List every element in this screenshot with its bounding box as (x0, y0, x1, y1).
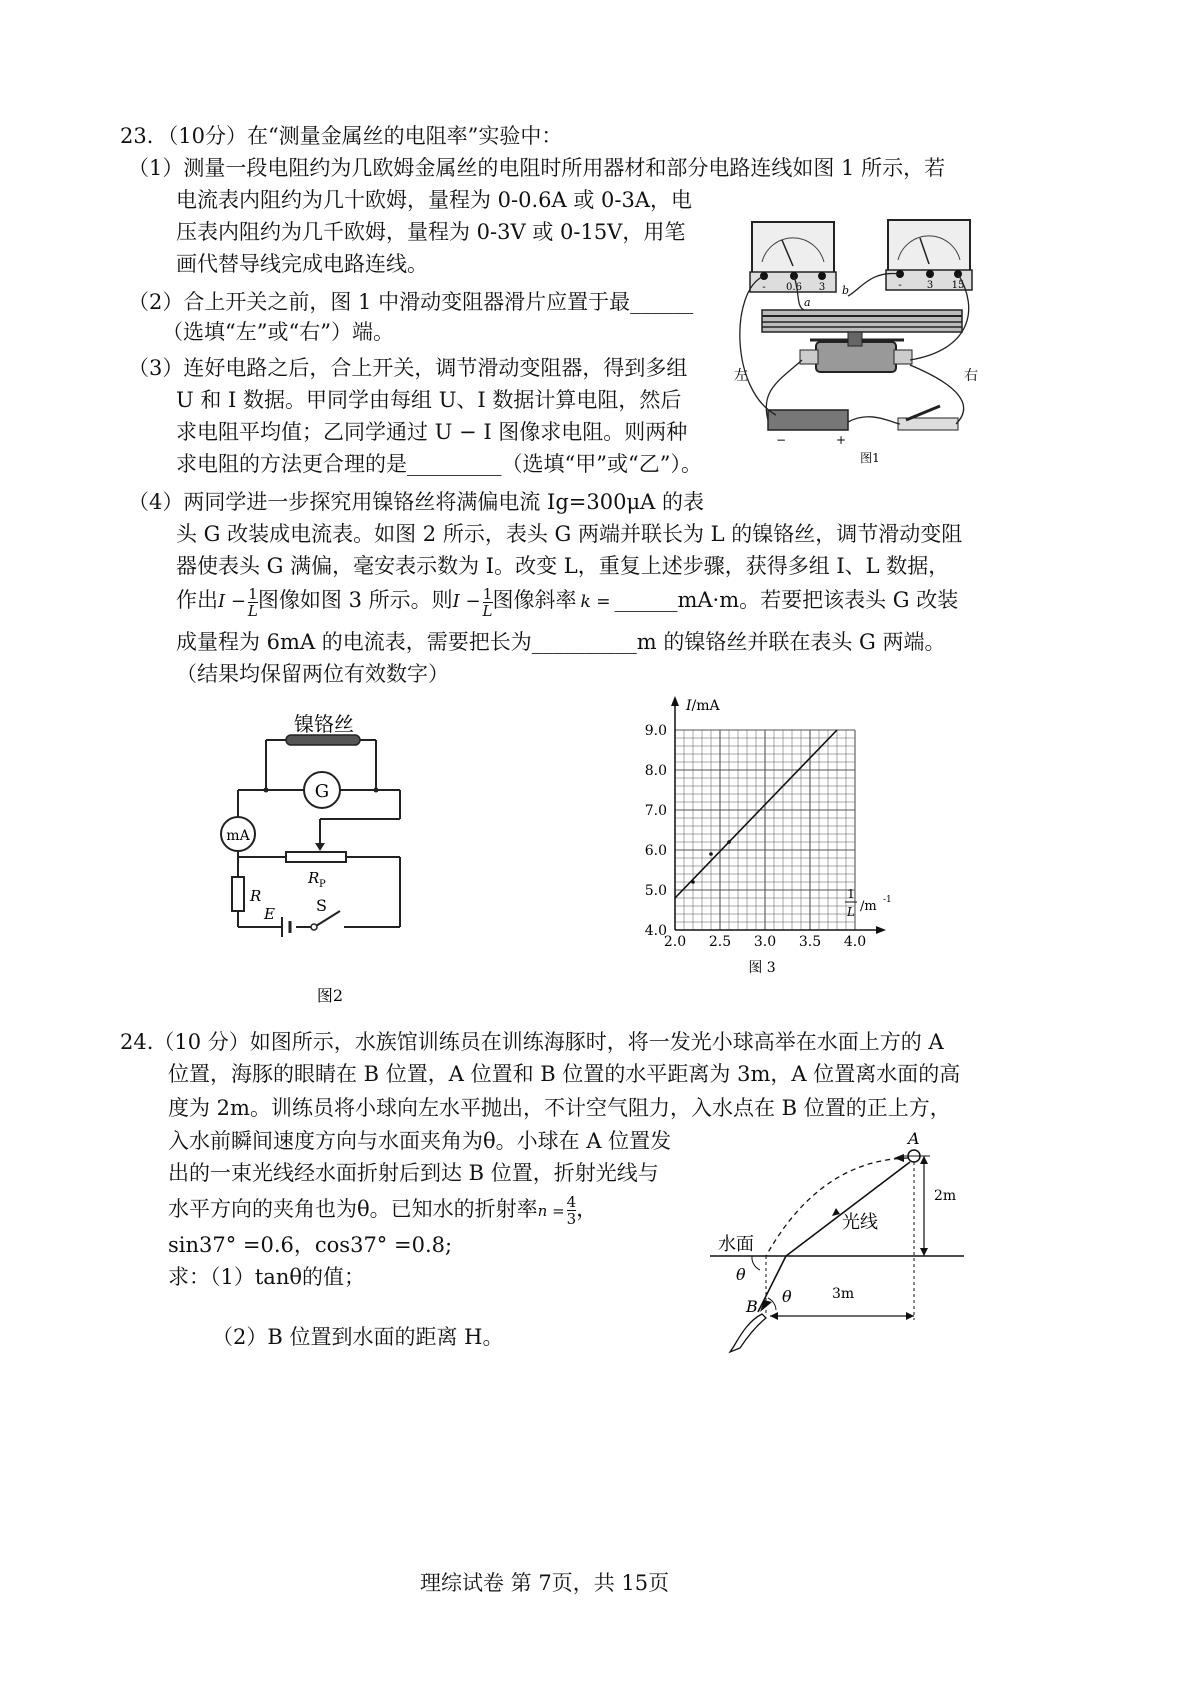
label-2m: 2m (934, 1188, 957, 1204)
q23-frac2: I − $\frac{1}{L}$ (452, 584, 493, 620)
y-tick-label: 4.0 (644, 923, 667, 939)
q23-part3-line1: （3）连好电路之后，合上开关，调节滑动变阻器，得到多组 (128, 356, 688, 380)
label-light: 光线 (842, 1212, 878, 1233)
q24-line9: （2）B 位置到水面的距离 H。 (212, 1325, 504, 1349)
arrowhead (920, 1248, 928, 1256)
y-tick-label: 8.0 (644, 763, 667, 779)
ammeter-tick-3: 3 (818, 282, 826, 293)
rheostat-icon (286, 852, 346, 862)
x-axis-frac-num: 1 (847, 887, 855, 901)
battery-plus: + (836, 433, 847, 447)
label-3m: 3m (832, 1286, 855, 1302)
x-axis-frac-den: L (847, 905, 855, 919)
figure-24-dolphin (690, 1120, 980, 1360)
ammeter-terminal (818, 272, 826, 280)
y-axis-unit: /mA (691, 698, 720, 714)
q23-text-image3: 图像如图 3 所示。则 (257, 588, 453, 612)
q23-k-symbol: k = (580, 592, 611, 612)
label-right: 右 (964, 368, 978, 384)
voltmeter-terminal (926, 270, 934, 278)
water-surface-label: 水面 (718, 1234, 754, 1255)
nichrome-wire-icon (286, 735, 360, 745)
x-tick-label: 3.0 (753, 934, 777, 950)
q23-part2-line1: （2）合上开关之前，图 1 中滑动变阻器滑片应置于最______ (128, 290, 694, 314)
rheostat-subscript: P (319, 879, 326, 890)
nichrome-label: 镍铬丝 (294, 712, 354, 736)
rheostat-label: R (308, 869, 320, 887)
q23-part1-line4: 画代替导线完成电路连线。 (176, 252, 428, 276)
q23-text-slope: 图像斜率 (492, 588, 577, 612)
resistor-icon (232, 877, 244, 911)
galvanometer-label: G (314, 781, 330, 802)
q23-part2-line2: （选填“左”或“右”）端。 (162, 320, 394, 344)
wire (848, 417, 900, 424)
q23-part1-line3: 压表内阻约为几千欧姆，量程为 0-3V 或 0-15V，用笔 (176, 220, 686, 244)
label-b: b (842, 284, 850, 297)
q24-fraction-num: 4 (566, 1193, 577, 1211)
theta-label-2: θ (782, 1287, 792, 1306)
q23-part4-line3: 器使表头 G 满偏，毫安表示数为 I。改变 L，重复上述步骤，获得多组 I、L 数据， (176, 554, 950, 578)
battery-minus: − (776, 433, 787, 447)
ammeter-body (752, 222, 834, 274)
voltmeter-tick-minus: - (898, 280, 902, 291)
q23-part4-line5: 成量程为 6mA 的电流表，需要把长为__________m 的镍铬丝并联在表头 G 两端。 (176, 630, 946, 654)
q24-line6 (168, 1194, 597, 1227)
q23-part4-line6: （结果均保留两位有效数字） (176, 662, 449, 686)
label-a: a (804, 296, 811, 309)
q23-frac1: I − $\frac{1}{L}$ (218, 584, 258, 620)
switch-label: S (316, 896, 327, 915)
q23-part1-line1: （1）测量一段电阻约为几欧姆金属丝的电阻时所用器材和部分电路连线如图 1 所示，若 (128, 156, 946, 180)
x-tick-label: 2.0 (663, 934, 687, 950)
data-point (691, 880, 695, 884)
graph-grid (675, 730, 855, 930)
junction-dot (264, 788, 269, 793)
label-left: 左 (734, 368, 748, 384)
x-tick-label: 4.0 (843, 934, 867, 950)
label-B: B (746, 1297, 758, 1316)
figure-2-circuit (220, 705, 420, 1015)
y-tick-label: 7.0 (644, 803, 667, 819)
y-tick-label: 5.0 (644, 883, 667, 899)
data-point (709, 852, 713, 856)
q24-line6-text: 水平方向的夹角也为θ。已知水的折射率 (168, 1197, 538, 1221)
q24-line3: 度为 2m。训练员将小球向左水平抛出，不计空气阻力，入水点在 B 位置的正上方， (168, 1096, 951, 1120)
ammeter-tick-06: 0.6 (786, 282, 802, 293)
battery-pack (768, 410, 848, 430)
junction-dot (374, 788, 379, 793)
q23-text-unit: ______mA·m。若要把该表头 G 改装 (614, 588, 959, 612)
y-axis-arrow (671, 696, 679, 706)
trajectory-dashed (766, 1158, 908, 1256)
figure-3-caption: 图 3 (748, 960, 776, 976)
page-footer: 理综试卷 第 7页，共 15页 (420, 1571, 670, 1595)
slider-arrow-head (315, 843, 325, 851)
q24-line6-tail: ， (576, 1197, 598, 1221)
y-tick-label: 6.0 (644, 843, 667, 859)
wire (740, 276, 776, 415)
arrowhead (832, 1208, 840, 1216)
q23-part4-line2: 头 G 改装成电流表。如图 2 所示，表头 G 两端并联长为 L 的镍铬丝，调节滑动变阻 (176, 522, 963, 546)
q23-part3-line4: 求电阻的方法更合理的是_________（选填“甲”或“乙”）。 (176, 452, 702, 476)
x-axis-unit-exp: -1 (883, 895, 892, 905)
rheostat-end (800, 350, 818, 364)
q23-part3-line3: 求电阻平均值；乙同学通过 U − I 图像求电阻。则两种 (176, 420, 688, 444)
q24-line7: sin37° =0.6，cos37° =0.8; (168, 1233, 453, 1257)
q24-line2: 位置，海豚的眼睛在 B 位置，A 位置和 B 位置的水平距离为 3m，A 位置离水面的高 (168, 1062, 961, 1086)
q23-text-zuochu: 作出 (176, 588, 218, 612)
ammeter-tick-minus: - (762, 282, 766, 293)
x-tick-label: 2.5 (708, 934, 732, 950)
q24-header: 24.（10 分）如图所示，水族馆训练员在训练海豚时，将一发光小球高举在水面上方的 A (120, 1030, 944, 1054)
q24-fraction-den: 3 (566, 1210, 577, 1228)
figure-1-apparatus (720, 210, 990, 480)
q24-fraction (567, 1194, 577, 1227)
label-A: A (908, 1129, 920, 1148)
resistor-label: R (250, 887, 262, 905)
arrowhead (894, 1154, 904, 1162)
wire-board (762, 310, 962, 332)
arrowhead (920, 1156, 928, 1164)
voltmeter-body (888, 220, 970, 272)
q24-line8: 求：（1）tanθ的值； (168, 1265, 365, 1289)
data-point (727, 840, 731, 844)
figure-1-caption: 图1 (860, 451, 880, 465)
voltmeter-tick-3: 3 (926, 280, 934, 291)
milliammeter-label: mA (226, 828, 250, 844)
q24-n-symbol: n = (537, 1202, 565, 1220)
q24-line5: 出的一束光线经水面折射后到达 B 位置，折射光线与 (168, 1161, 659, 1185)
arrowhead (770, 1312, 778, 1320)
q23-part1-line2: 电流表内阻约为几十欧姆，量程为 0-0.6A 或 0-3A，电 (176, 188, 693, 212)
angle-arc (752, 1256, 760, 1270)
x-axis-arrow (876, 926, 886, 934)
rheostat-end (894, 350, 912, 364)
rheostat-slider (848, 332, 862, 346)
theta-label-1: θ (736, 1265, 746, 1284)
y-axis-label: I/mA (686, 698, 720, 714)
y-tick-label: 9.0 (644, 723, 667, 739)
dolphin-icon (730, 1314, 766, 1352)
q23-part4-line1: （4）两同学进一步探究用镍铬丝将满偏电流 Ig=300μA 的表 (128, 490, 704, 514)
arrowhead (906, 1312, 914, 1320)
figure-2-caption: 图2 (316, 986, 344, 1005)
x-tick-label: 3.5 (798, 934, 822, 950)
figure-3-graph (620, 690, 900, 990)
q23-header: 23．（10分）在“测量金属丝的电阻率”实验中： (120, 124, 563, 148)
x-axis-unit: /m (860, 899, 877, 914)
q24-line4: 入水前瞬间速度方向与水面夹角为θ。小球在 A 位置发 (168, 1129, 672, 1153)
q23-part3-line2: U 和 I 数据。甲同学由每组 U、I 数据计算电阻，然后 (176, 388, 682, 412)
q23-part4-line4 (176, 585, 958, 619)
light-ray-air (786, 1162, 910, 1256)
battery-label: E (264, 905, 275, 923)
voltmeter-tick-15: 15 (951, 280, 965, 291)
